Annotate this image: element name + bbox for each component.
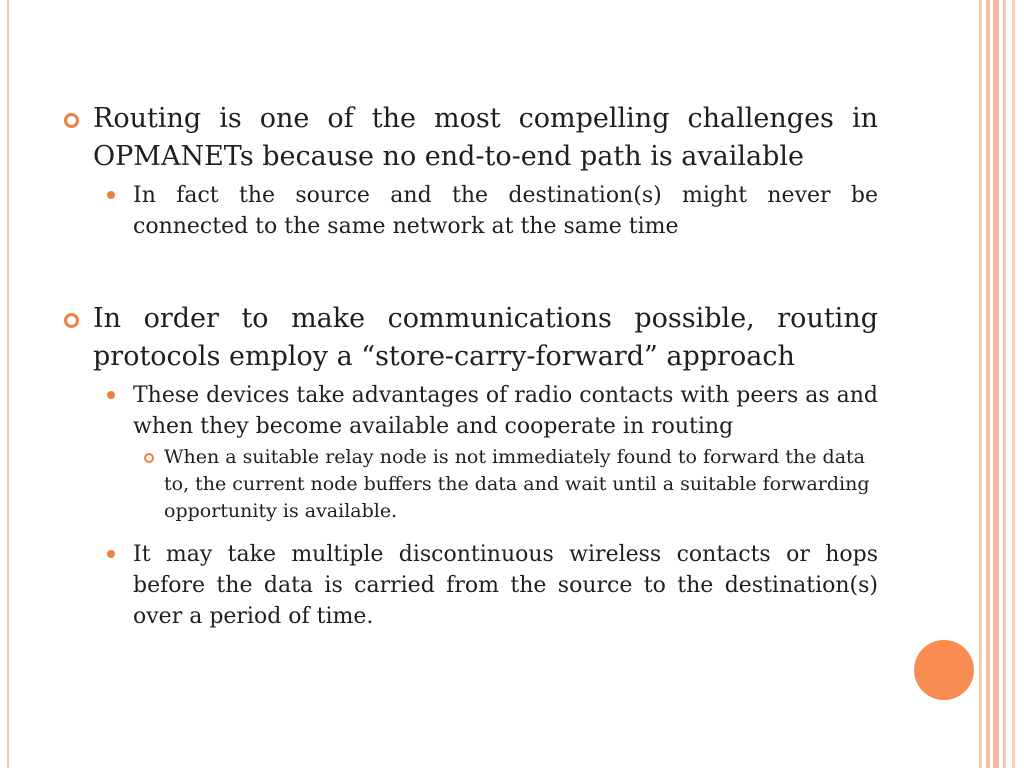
bullet-text: When a suitable relay node is not immediately found to forward the data to, the current node buffers the data and wait until a suitable forwarding opportunity is available. xyxy=(164,446,870,522)
dot-bullet-icon xyxy=(107,191,115,199)
bullet-text: Routing is one of the most compelling challenges in OPMANETs because no end-to-end path is available xyxy=(93,103,878,172)
right-frame-stripe xyxy=(986,0,990,768)
dot-bullet-icon xyxy=(107,550,115,558)
bullet-text: In fact the source and the destination(s) might never be connected to the same network at the same time xyxy=(133,183,878,239)
left-frame-line xyxy=(7,0,9,768)
ring-bullet-icon xyxy=(64,113,79,128)
decorative-orange-circle xyxy=(914,640,974,700)
bullet-level2 xyxy=(60,380,878,442)
bullet-text: It may take multiple discontinuous wireless contacts or hops before the data is carried from the source to the destination(s) over a period of time. xyxy=(133,542,878,629)
bullet-text: In order to make communications possible, routing protocols employ a “store-carry-forward” approach xyxy=(93,303,878,372)
bullet-level1 xyxy=(60,100,878,176)
bullet-level3 xyxy=(60,444,878,525)
bullet-level2 xyxy=(60,539,878,632)
small-ring-bullet-icon xyxy=(144,453,154,463)
right-frame-stripe xyxy=(1003,0,1006,768)
ring-bullet-icon xyxy=(64,313,79,328)
bullet-text: These devices take advantages of radio contacts with peers as and when they become available and cooperate in routing xyxy=(133,383,878,439)
dot-bullet-icon xyxy=(107,391,115,399)
bullet-level1 xyxy=(60,300,878,376)
right-frame-stripe xyxy=(993,0,999,768)
slide-body xyxy=(60,100,878,632)
bullet-level2 xyxy=(60,180,878,242)
right-frame-stripe xyxy=(979,0,982,768)
right-frame-stripe xyxy=(1012,0,1015,768)
